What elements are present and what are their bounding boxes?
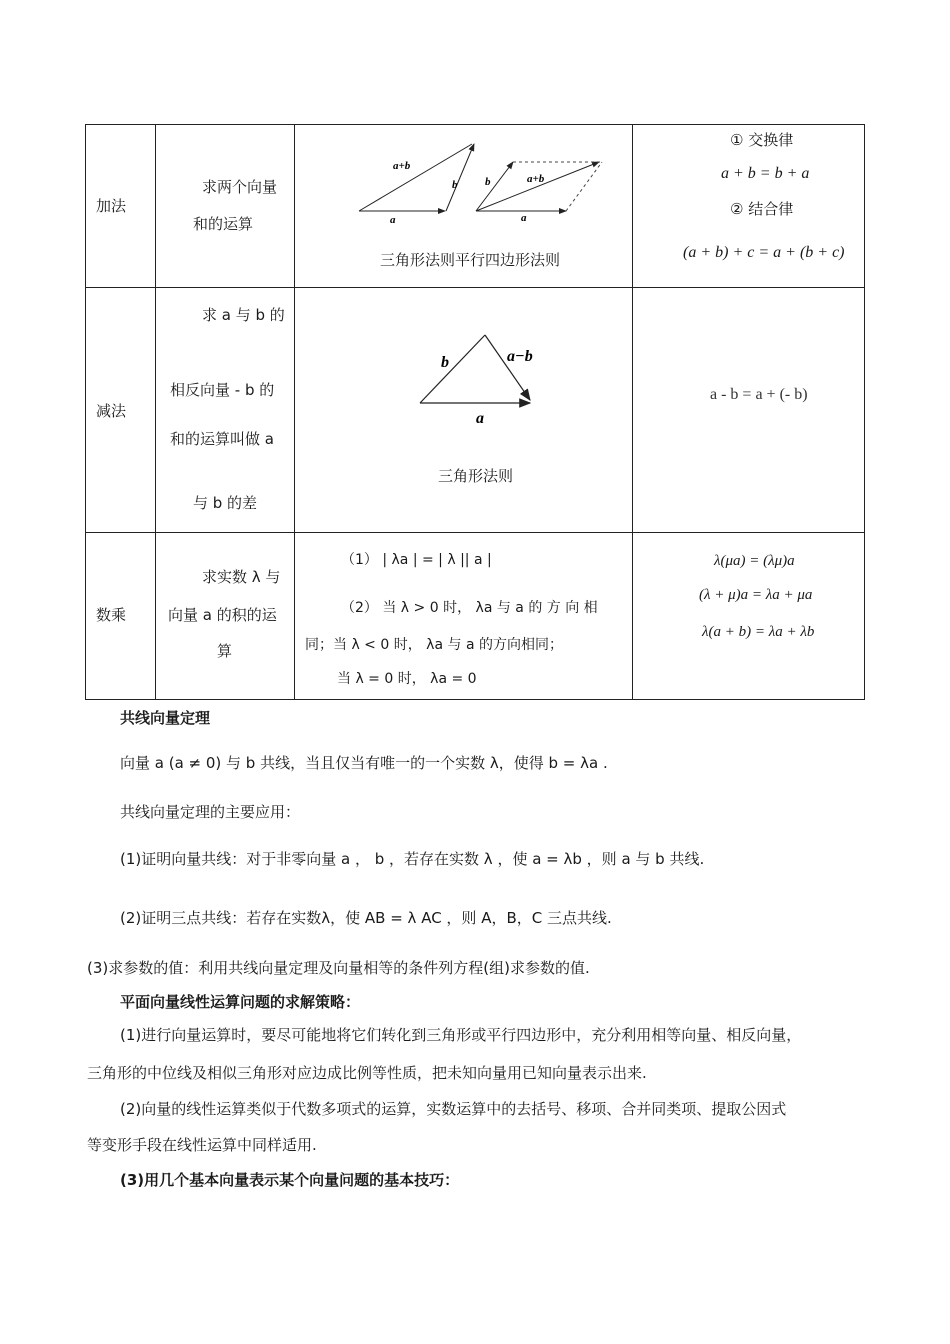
- op-name: 数乘: [96, 606, 127, 624]
- def-line: 向量 a 的积的运: [168, 606, 277, 624]
- paragraph: 共线向量定理的主要应用：: [120, 803, 301, 821]
- figure-caption: 三角形法则平行四边形法则: [380, 251, 561, 269]
- vector-operations-table: [85, 124, 865, 700]
- def-line: 求 a 与 b 的: [202, 306, 285, 324]
- def-line: 求实数 λ 与: [202, 568, 281, 586]
- op-def-cell: [156, 125, 295, 288]
- op-name-cell: [86, 125, 156, 288]
- label-a: a: [476, 410, 484, 427]
- op-name: 加法: [96, 197, 127, 215]
- def-line: 和的运算: [193, 215, 254, 233]
- op-law-cell: [633, 125, 865, 288]
- law-formula: (λ + μ)a = λa + μa: [699, 587, 813, 603]
- label-b: b: [441, 354, 449, 371]
- def-line: 与 b 的差: [193, 494, 258, 512]
- section-heading: 共线向量定理: [120, 709, 211, 727]
- vector-b-line: [420, 335, 485, 403]
- def-line: 相反向量 - b 的: [170, 381, 275, 399]
- paragraph: (2)向量的线性运算类似于代数多项式的运算，实数运算中的去括号、移项、合并同类项、提取公因式: [120, 1100, 787, 1118]
- paragraph: (1)进行向量运算时，要尽可能地将它们转化到三角形或平行四边形中，充分利用相等向量、相反向量，: [120, 1026, 802, 1044]
- law-formula: (a + b) + c = a + (b + c): [683, 244, 845, 261]
- vector-diff-line: [485, 335, 530, 400]
- op-name-cell: [86, 288, 156, 533]
- def-line: 算: [217, 642, 233, 660]
- figure-caption: 三角形法则: [438, 467, 514, 485]
- label-a: a: [521, 212, 527, 224]
- label-sum: a+b: [527, 173, 545, 185]
- paragraph: (1)证明向量共线：对于非零向量 a ， b ，若存在实数 λ ，使 a = λb ，则 a 与 b 共线.: [120, 850, 705, 868]
- section-heading: (3)用几个基本向量表示某个向量问题的基本技巧：: [120, 1171, 460, 1189]
- table-row-subtraction: [86, 288, 865, 533]
- op-name: 减法: [96, 402, 127, 420]
- op-figure-cell: [295, 125, 633, 288]
- law-formula: λ(μa) = (λμ)a: [714, 553, 795, 569]
- def-line: 求两个向量: [202, 178, 278, 196]
- label-b: b: [452, 179, 458, 191]
- label-a: a: [390, 214, 396, 226]
- op-figure-cell: [295, 288, 633, 533]
- paragraph: 向量 a (a ≠ 0) 与 b 共线，当且仅当有唯一的一个实数 λ，使得 b = λa .: [120, 754, 608, 772]
- desc-line: 同；当 λ < 0 时， λa 与 a 的方向相同；: [305, 637, 563, 653]
- label-diff: a−b: [507, 348, 533, 365]
- op-law-cell: [633, 288, 865, 533]
- op-law-cell: [633, 533, 865, 700]
- def-line: 和的运算叫做 a: [170, 430, 274, 448]
- op-name-cell: [86, 533, 156, 700]
- paragraph: (3)求参数的值：利用共线向量定理及向量相等的条件列方程(组)求参数的值.: [87, 959, 590, 977]
- vector-b-line: [446, 144, 474, 211]
- paragraph: 三角形的中位线及相似三角形对应边成比例等性质，把未知向量用已知向量表示出来.: [87, 1064, 647, 1082]
- law-formula: a + b = b + a: [721, 165, 810, 182]
- subtraction-vector-diagram: [295, 288, 632, 533]
- desc-line: （1） | λa | = | λ || a |: [341, 552, 492, 568]
- law-formula: λ(a + b) = λa + λb: [702, 624, 815, 640]
- law-title: ① 交换律: [730, 131, 794, 149]
- label-b: b: [485, 176, 491, 188]
- dashed-edge: [566, 162, 602, 211]
- op-def-cell: [156, 533, 295, 700]
- law-title: ② 结合律: [730, 200, 794, 218]
- paragraph: (2)证明三点共线：若存在实数λ，使 AB = λ AC ，则 A，B，C 三点共线.: [120, 909, 612, 927]
- op-def-cell: [156, 288, 295, 533]
- table-row-addition: [86, 125, 865, 288]
- vector-sum-line: [359, 144, 472, 211]
- section-heading: 平面向量线性运算问题的求解策略：: [120, 993, 361, 1011]
- op-desc-cell: [295, 533, 633, 700]
- label-sum: a+b: [393, 160, 411, 172]
- desc-line: （2） 当 λ > 0 时， λa 与 a 的 方 向 相: [341, 600, 598, 616]
- paragraph: 等变形手段在线性运算中同样适用.: [87, 1136, 317, 1154]
- table-row-scalar: [86, 533, 865, 700]
- desc-line: 当 λ = 0 时， λa = 0: [337, 671, 477, 687]
- law-formula: a - b = a + (- b): [710, 386, 808, 403]
